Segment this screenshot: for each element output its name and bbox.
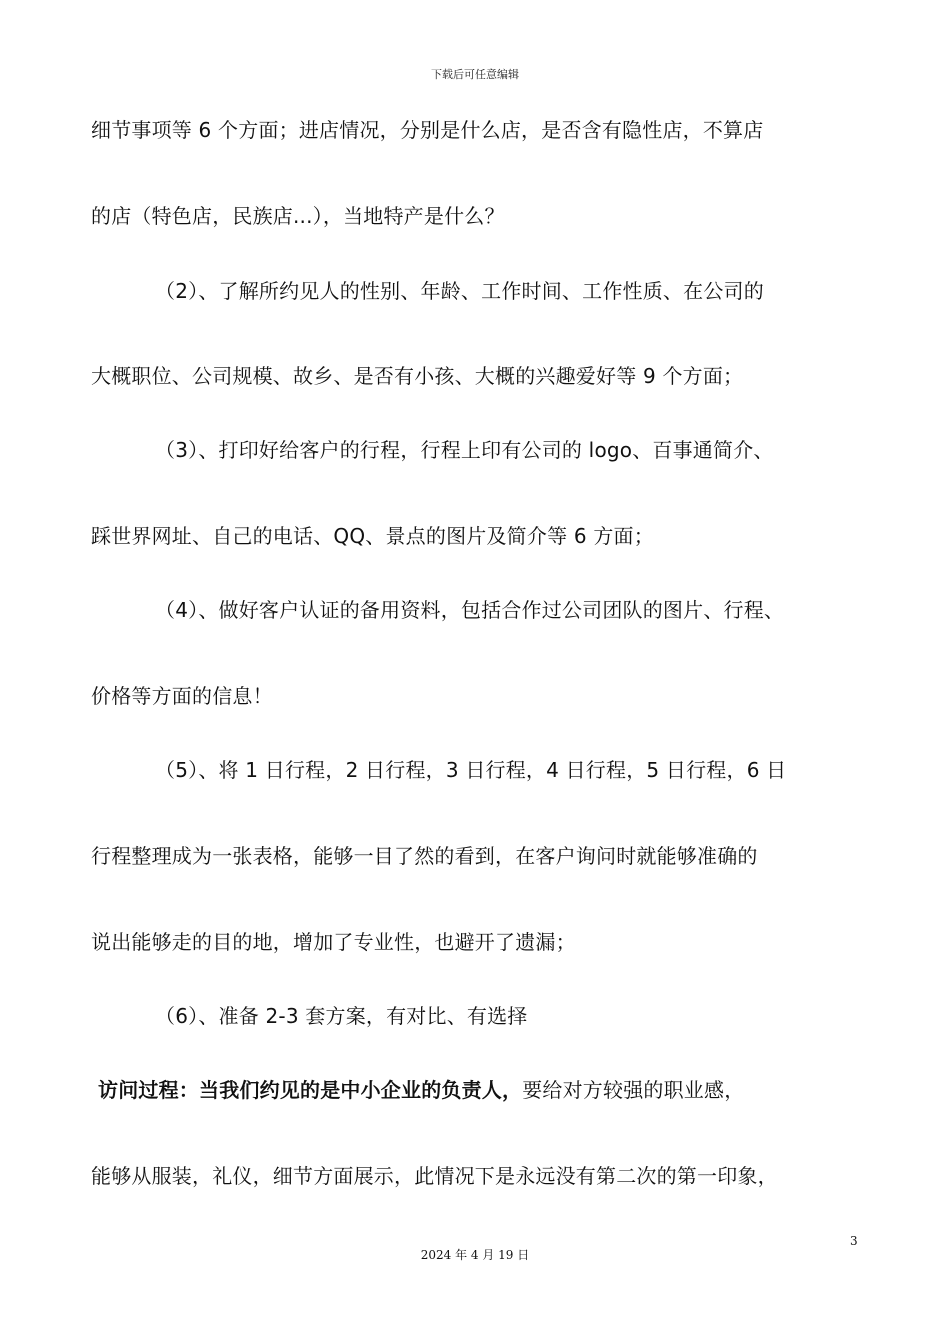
body-line-8: 价格等方面的信息！ <box>91 684 273 708</box>
body-line-4: 大概职位、公司规模、故乡、是否有小孩、大概的兴趣爱好等 9 个方面； <box>91 364 744 388</box>
visit-process-line <box>98 1076 744 1104</box>
body-line-last: 能够从服装，礼仪，细节方面展示，此情况下是永远没有第二次的第一印象， <box>91 1164 778 1188</box>
body-line-9: （5）、将 1 日行程，2 日行程，3 日行程，4 日行程，5 日行程，6 日 <box>155 758 787 782</box>
visit-process-text: 要给对方较强的职业感， <box>522 1078 745 1102</box>
body-line-7: （4）、做好客户认证的备用资料，包括合作过公司团队的图片、行程、 <box>155 598 785 622</box>
body-line-11: 说出能够走的目的地，增加了专业性，也避开了遗漏； <box>91 930 576 954</box>
page-number: 3 <box>850 1234 858 1248</box>
body-line-2: 的店（特色店，民族店...），当地特产是什么？ <box>91 204 505 228</box>
page-header: 下载后可任意编辑 <box>431 68 519 81</box>
body-line-5: （3）、打印好给客户的行程，行程上印有公司的 logo、百事通简介、 <box>155 438 774 462</box>
visit-process-heading: 访问过程：当我们约见的是中小企业的负责人， <box>98 1078 523 1102</box>
body-line-6: 踩世界网址、自己的电话、QQ、景点的图片及简介等 6 方面； <box>91 524 654 548</box>
body-line-1: 细节事项等 6 个方面；进店情况，分别是什么店，是否含有隐性店，不算店 <box>91 118 764 142</box>
body-line-10: 行程整理成为一张表格，能够一目了然的看到，在客户询问时就能够准确的 <box>91 844 758 868</box>
body-line-3: （2）、了解所约见人的性别、年龄、工作时间、工作性质、在公司的 <box>155 279 764 303</box>
body-line-12: （6）、准备 2-3 套方案，有对比、有选择 <box>155 1004 528 1028</box>
page-footer-date: 2024 年 4 月 19 日 <box>420 1248 530 1262</box>
